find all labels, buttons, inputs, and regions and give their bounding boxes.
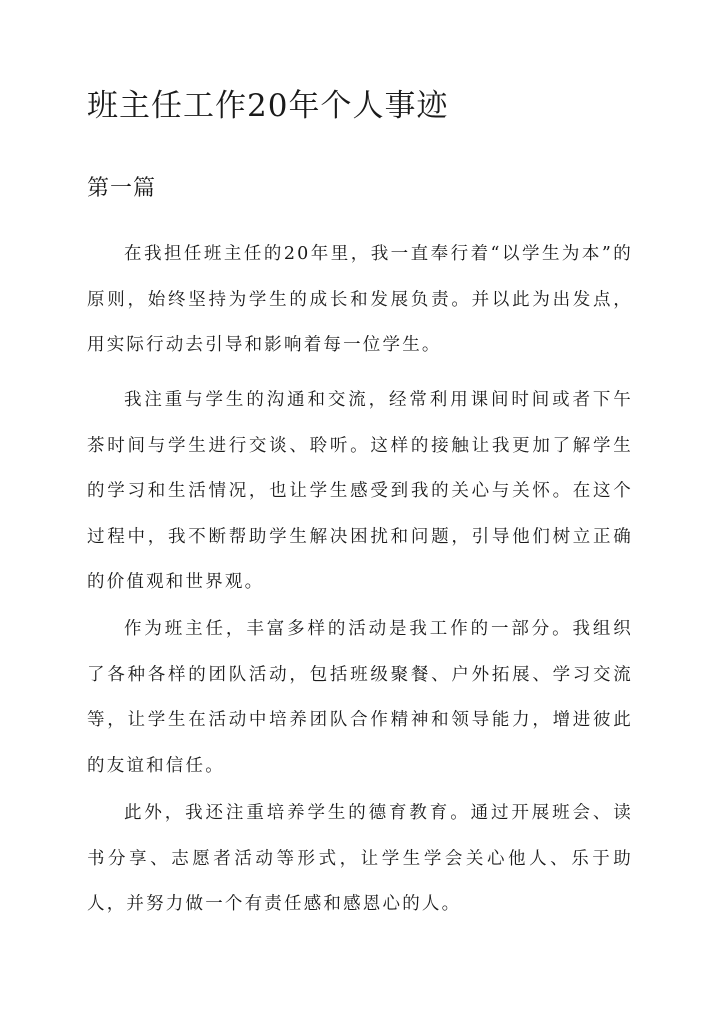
paragraph-3: 作为班主任，丰富多样的活动是我工作的一部分。我组织了各种各样的团队活动，包括班级聚餐、户外拓展、学习交流等，让学生在活动中培养团队合作精神和领导能力，增进彼此的友谊和信任。 — [87, 619, 633, 776]
document-title: 班主任工作20年个人事迹 — [87, 88, 449, 124]
section-heading: 第一篇 — [87, 176, 157, 201]
paragraph-2: 我注重与学生的沟通和交流，经常利用课间时间或者下午茶时间与学生进行交谈、聆听。这样的接触让我更加了解学生的学习和生活情况，也让学生感受到我的关心与关怀。在这个过程中，我不断帮助学生解决困扰和问题，引导他们树立正确的价值观和世界观。 — [87, 390, 633, 592]
paragraph-1: 在我担任班主任的20年里，我一直奉行着“以学生为本”的原则，始终坚持为学生的成长和发展负责。并以此为出发点，用实际行动去引导和影响着每一位学生。 — [87, 244, 633, 355]
paragraph-4: 此外，我还注重培养学生的德育教育。通过开展班会、读书分享、志愿者活动等形式，让学生学会关心他人、乐于助人，并努力做一个有责任感和感恩心的人。 — [87, 803, 633, 914]
